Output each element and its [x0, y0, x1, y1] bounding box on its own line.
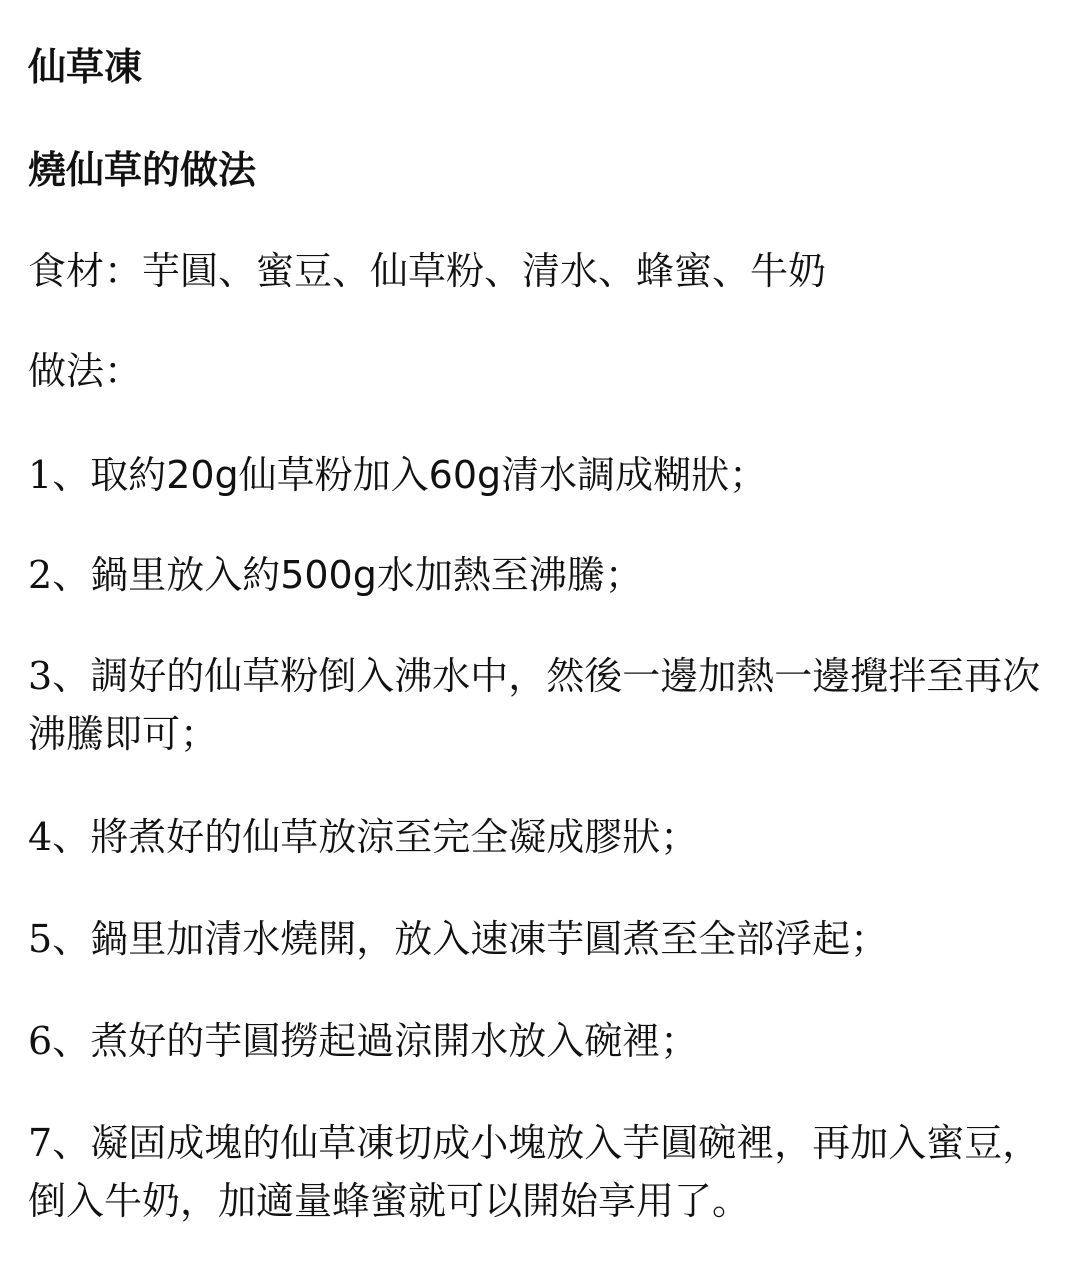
step-number: 2	[28, 553, 53, 597]
method-label: 做法：	[28, 349, 143, 393]
ingredients-line: 食材：芋圓、蜜豆、仙草粉、清水、蜂蜜、牛奶	[28, 249, 827, 293]
step-text: 、鍋里放入約500g水加熱至沸騰；	[52, 553, 643, 597]
step-number: 5	[28, 917, 53, 961]
step-number: 4	[28, 815, 53, 859]
recipe-title: 仙草凍	[28, 45, 143, 89]
step-text: 、鍋里加清水燒開，放入速凍芋圓煮至全部浮起；	[52, 917, 889, 961]
recipe-step	[28, 546, 1053, 604]
step-number: 6	[28, 1019, 53, 1063]
recipe-step	[28, 808, 1053, 866]
step-text: 、將煮好的仙草放涼至完全凝成膠狀；	[52, 815, 699, 859]
step-text: 、凝固成塊的仙草凍切成小塊放入芋圓碗裡，再加入蜜豆，倒入牛奶，加適量蜂蜜就可以開始享用了。	[28, 1121, 1041, 1223]
recipe-step	[28, 1012, 1053, 1070]
recipe-step	[28, 647, 1053, 763]
step-number: 1	[28, 453, 53, 497]
step-text: 、調好的仙草粉倒入沸水中，然後一邊加熱一邊攪拌至再次沸騰即可；	[28, 654, 1041, 756]
step-text: 、煮好的芋圓撈起過涼開水放入碗裡；	[52, 1019, 699, 1063]
recipe-step	[28, 446, 1053, 504]
recipe-step	[28, 910, 1053, 968]
recipe-step	[28, 1114, 1053, 1230]
recipe-subtitle: 燒仙草的做法	[28, 148, 257, 192]
step-text: 、取約20g仙草粉加入60g清水調成糊狀；	[52, 453, 768, 497]
step-number: 3	[28, 654, 53, 698]
step-number: 7	[28, 1121, 53, 1165]
